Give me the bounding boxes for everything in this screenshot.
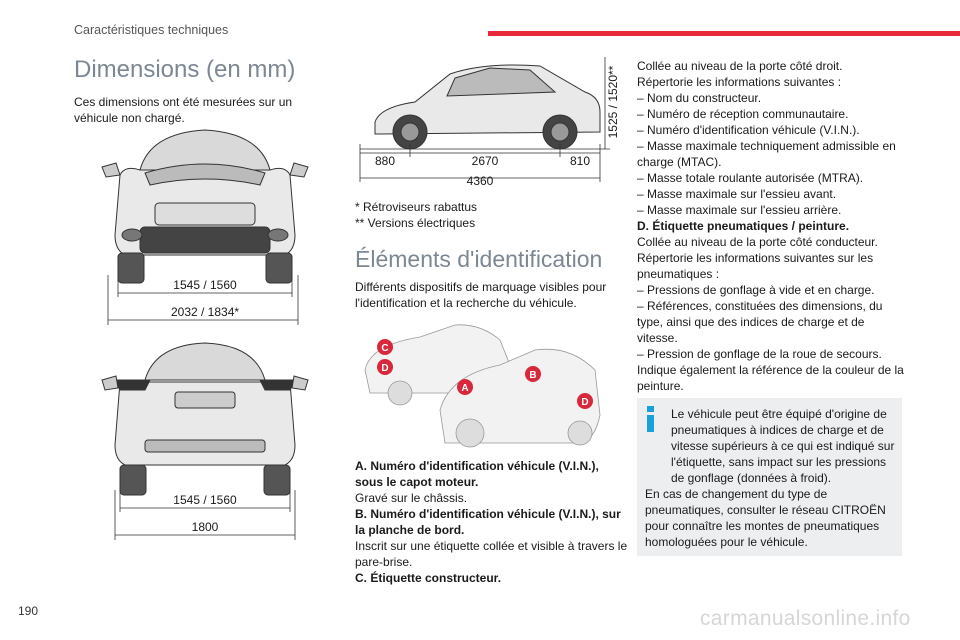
front-view-illustration bbox=[100, 125, 310, 330]
dimensions-heading: Dimensions (en mm) bbox=[74, 56, 296, 83]
side-view-illustration bbox=[355, 52, 625, 192]
c-line: Collée au niveau de la porte côté droit. bbox=[637, 59, 843, 73]
dimension-notes bbox=[355, 200, 477, 231]
dimensions-column bbox=[74, 56, 302, 126]
identification-markers-illustration bbox=[360, 315, 610, 455]
info-paragraph-1: Le véhicule peut être équipé d'origine de pneumatiques à indices de charge et de vitesse supérieurs à ce qui est indiqué sur l'étiquette, sans impact sur les pressions de gonflage (données à froid). bbox=[671, 407, 895, 485]
identification-a-b-c bbox=[355, 458, 630, 586]
c-line: – Masse maximale sur l'essieu avant. bbox=[637, 187, 837, 201]
rear-view-illustration bbox=[100, 340, 310, 545]
marker-d-front: D bbox=[581, 397, 589, 408]
d-line: – Pression de gonflage de la roue de secours. bbox=[637, 347, 882, 361]
item-b-text: Inscrit sur une étiquette collée et visible à travers le pare-brise. bbox=[355, 539, 628, 569]
front-track-label: 1545 / 1560 bbox=[173, 278, 237, 292]
marker-a: A bbox=[461, 383, 469, 394]
c-line: – Masse totale roulante autorisée (MTRA). bbox=[637, 171, 864, 185]
item-c-title: C. Étiquette constructeur. bbox=[355, 571, 502, 585]
item-a-title: A. Numéro d'identification véhicule (V.I.N.), sous le capot moteur. bbox=[355, 459, 599, 489]
item-d-title: D. Étiquette pneumatiques / peinture. bbox=[637, 219, 850, 233]
d-line: Répertorie les informations suivantes sur les pneumatiques : bbox=[637, 251, 874, 281]
marker-c: C bbox=[381, 343, 389, 354]
d-line: – Références, constituées des dimensions, du type, ainsi que des indices de charge et de vitesse. bbox=[637, 299, 883, 345]
side-rear-overhang-label: 810 bbox=[569, 154, 591, 168]
d-line: Collée au niveau de la porte côté conducteur. bbox=[637, 235, 878, 249]
note-electric: ** Versions électriques bbox=[355, 215, 476, 230]
watermark: carmanualsonline.info bbox=[700, 607, 911, 630]
header-section-title: Caractéristiques techniques bbox=[74, 23, 229, 37]
marker-d-rear: D bbox=[381, 363, 389, 374]
d-line: – Pressions de gonflage à vide et en charge. bbox=[637, 283, 875, 297]
header-accent-bar bbox=[488, 31, 960, 36]
c-line: – Masse maximale sur l'essieu arrière. bbox=[637, 203, 842, 217]
c-line: – Nom du constructeur. bbox=[637, 91, 762, 105]
identification-intro: Différents dispositifs de marquage visibles pour l'identification et la recherche du véhicule. bbox=[355, 280, 607, 310]
identification-column-3 bbox=[637, 58, 905, 394]
identification-heading: Éléments d'identification bbox=[355, 246, 603, 272]
c-line: Répertorie les informations suivantes : bbox=[637, 75, 842, 89]
item-b-title: B. Numéro d'identification véhicule (V.I.N.), sur la planche de bord. bbox=[355, 507, 621, 537]
rear-track-label: 1545 / 1560 bbox=[173, 493, 237, 507]
side-height-label: 1525 / 1520** bbox=[606, 65, 620, 139]
item-a-text: Gravé sur le châssis. bbox=[355, 491, 468, 505]
side-front-overhang-label: 880 bbox=[374, 154, 396, 168]
side-wheelbase-label: 2670 bbox=[471, 154, 499, 168]
info-text bbox=[645, 406, 900, 550]
c-line: – Masse maximale techniquement admissible en charge (MTAC). bbox=[637, 139, 896, 169]
marker-b: B bbox=[529, 370, 537, 381]
front-width-label: 2032 / 1834* bbox=[170, 305, 240, 319]
dimensions-intro: Ces dimensions ont été mesurées sur un véhicule non chargé. bbox=[74, 95, 293, 125]
page-number: 190 bbox=[18, 604, 39, 618]
note-mirrors: * Rétroviseurs rabattus bbox=[355, 200, 478, 214]
c-line: – Numéro d'identification véhicule (V.I.N.). bbox=[637, 123, 860, 137]
d-line: Indique également la référence de la couleur de la peinture. bbox=[637, 363, 904, 393]
info-paragraph-2: En cas de changement du type de pneumatiques, consulter le réseau CITROËN pour connaître les montes de pneumatiques homologuées pour le véhicule. bbox=[645, 487, 886, 549]
c-line: – Numéro de réception communautaire. bbox=[637, 107, 849, 121]
rear-width-label: 1800 bbox=[191, 520, 219, 534]
side-length-label: 4360 bbox=[466, 174, 494, 188]
